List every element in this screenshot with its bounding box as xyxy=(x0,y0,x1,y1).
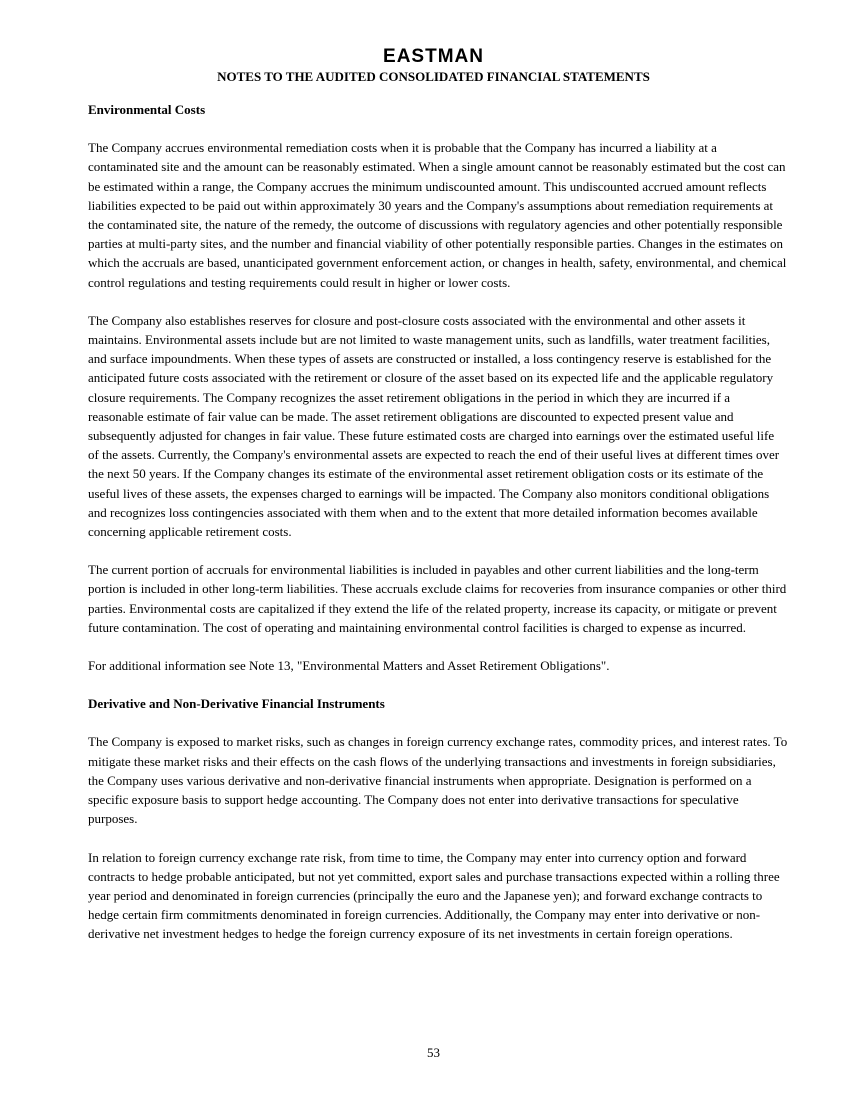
section-heading-environmental-costs: Environmental Costs xyxy=(88,102,206,117)
paragraph: The Company also establishes reserves for closure and post-closure costs associated with the environmental and other assets it maintains. Environmental assets include but are not limited to waste management units, such as landfills, water treatment facilities, and surface impoundments. When these types of assets are constructed or installed, a loss contingency reserve is established for the anticipated future costs associated with the retirement or closure of the asset based on its expected life and the applicable regulatory closure requirements. The Company recognizes the asset retirement obligations in the period in which they are incurred if a reasonable estimate of fair value can be made. The asset retirement obligations are discounted to expected present value and subsequently adjusted for changes in fair value. These future estimated costs are charged into earnings over the estimated useful life of the assets. Currently, the Company's environmental assets are expected to reach the end of their useful lives at different times over the next 50 years. If the Company changes its estimate of the environmental asset retirement obligation costs or its estimate of the useful lives of these assets, the expenses charged to earnings will be impacted. The Company also monitors conditional obligations and recognizes loss contingencies associated with them when and to the extent that more detailed information becomes available concerning applicable retirement costs. xyxy=(88,312,780,540)
paragraph: The current portion of accruals for environmental liabilities is included in payables and other current liabilities and the long-term portion is included in other long-term liabilities. These accruals exclude claims for recoveries from insurance companies or other third parties. Environmental costs are capitalized if they extend the life of the related property, increase its capacity, or mitigate or prevent future contamination. The cost of operating and maintaining environmental control facilities is charged to expense as incurred. xyxy=(88,562,787,635)
paragraph: In relation to foreign currency exchange rate risk, from time to time, the Company may enter into currency option and forward contracts to hedge probable anticipated, but not yet committed, export sales and purchase transactions expected within a rolling three year period and denominated in foreign currencies (principally the euro and the Japanese yen); and forward exchange contracts to hedge certain firm commitments denominated in foreign currencies. Additionally, the Company may enter into derivative or non-derivative net investment hedges to hedge the foreign currency exposure of its net investments in certain foreign operations. xyxy=(88,849,780,942)
paragraph: The Company accrues environmental remediation costs when it is probable that the Company has incurred a liability at a contaminated site and the amount can be reasonably estimated. When a single amount cannot be reasonably estimated but the cost can be estimated within a range, the Company accrues the minimum undiscounted amount. This undiscounted accrued amount reflects liabilities expected to be paid out within approximately 30 years and the Company's assumptions about remediation requirements at the contaminated site, the nature of the remedy, the outcome of discussions with regulatory agencies and other potentially responsible parties at multi-party sites, and the number and financial viability of other potentially responsible parties. Changes in the estimates on which the accruals are based, unanticipated government enforcement action, or changes in health, safety, environmental, and chemical control regulations and testing requirements could result in higher or lower costs. xyxy=(88,140,787,290)
page-header-title: NOTES TO THE AUDITED CONSOLIDATED FINANCIAL STATEMENTS xyxy=(217,69,650,84)
section-heading-derivative-instruments: Derivative and Non-Derivative Financial Instruments xyxy=(88,696,385,712)
paragraph: The Company is exposed to market risks, such as changes in foreign currency exchange rates, commodity prices, and interest rates. To mitigate these market risks and their effects on the cash flows of the underlying transactions and investments in foreign subsidiaries, the Company uses various derivative and non-derivative financial instruments when appropriate. Designation is performed on a specific exposure basis to support hedge accounting. The Company does not enter into derivative transactions for speculative purposes. xyxy=(88,734,788,827)
company-logo: EASTMAN xyxy=(383,46,484,67)
paragraph: For additional information see Note 13, "Environmental Matters and Asset Retirement Obligations". xyxy=(88,658,610,674)
page-number: 53 xyxy=(427,1045,440,1060)
page-content xyxy=(88,100,788,963)
